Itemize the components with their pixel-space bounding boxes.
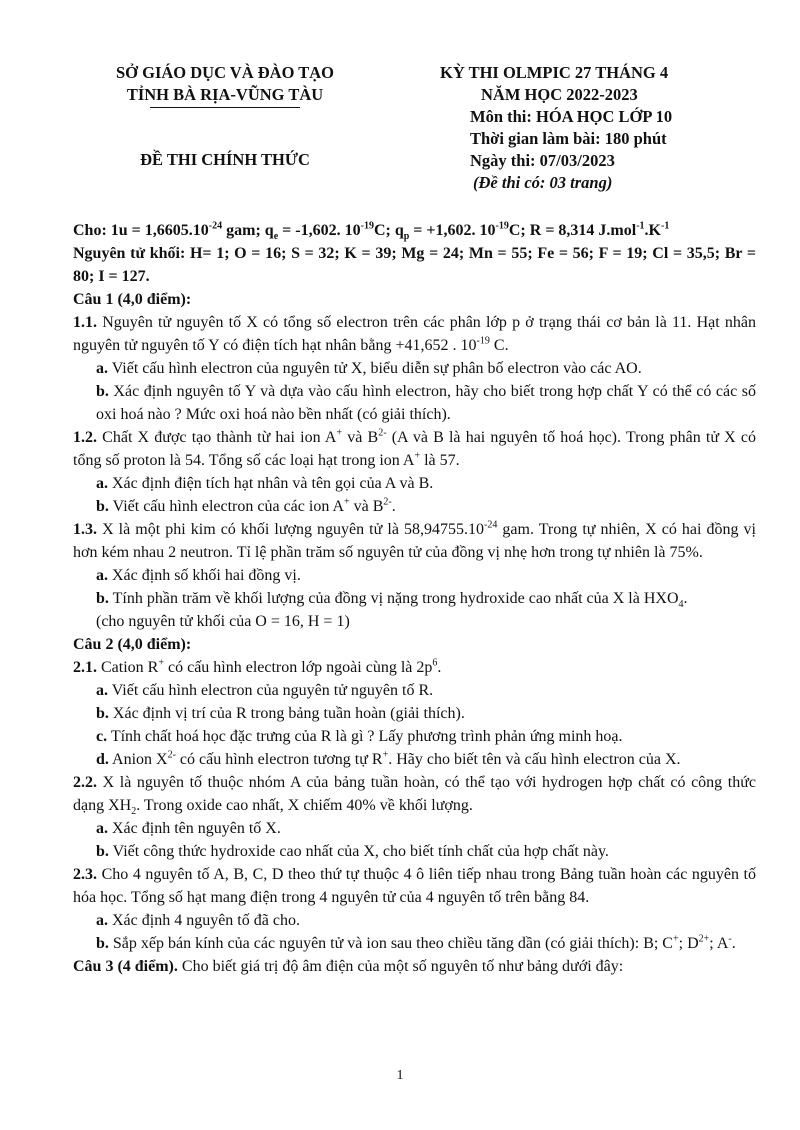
atomic-masses: Nguyên tử khối: H= 1; O = 16; S = 32; K = 39; Mg = 24; Mn = 55; Fe = 56; F = 19; Cl = 35,5; Br = 80; I = 127. — [73, 245, 756, 285]
q2-1-a: a. Viết cấu hình electron của nguyên tử nguyên tố R. — [96, 682, 434, 699]
q1-3-a: a. Xác định số khối hai đồng vị. — [96, 567, 301, 584]
q1-1-b: b. Xác định nguyên tố Y và dựa vào cấu hình electron, hãy cho biết trong hợp chất Y có thể có các số oxi hoá nào ? Mức oxi hoá nào bền nhất (có giải thích). — [96, 383, 756, 423]
q2-3-a: a. Xác định 4 nguyên tố đã cho. — [96, 912, 300, 929]
q1-1-a: a. Viết cấu hình electron của nguyên tử X, biểu diễn sự phân bố electron vào các AO. — [96, 360, 642, 377]
page-number: 1 — [396, 1068, 404, 1083]
q2-3-b: b. Sắp xếp bán kính của các nguyên tử và ion sau theo chiều tăng dần (có giải thích): B; C+; $D^{2+}$; A-. — [96, 933, 736, 952]
q2-1-b: b. Xác định vị trí của R trong bảng tuần hoàn (giải thích). — [96, 705, 465, 722]
exam-date: Ngày thi: 07/03/2023 — [470, 151, 615, 170]
header-organization — [60, 62, 390, 108]
org-line-2: TỈNH BÀ RỊA-VŨNG TÀU — [126, 85, 324, 104]
question-3-title: Câu 3 (4 điểm). Cho biết giá trị độ âm điện của một số nguyên tố như bảng dưới đây: — [73, 958, 624, 975]
header-exam-info — [440, 62, 770, 194]
header-underline — [150, 107, 300, 108]
pages-note: (Đề thi có: 03 trang) — [473, 173, 613, 192]
q2-2-stem: 2.2. X là nguyên tố thuộc nhóm A của bảng tuần hoàn, có thể tạo với hydrogen hợp chất có công thức dạng $XH_2$. Trong oxide cao nhất, X chiếm 40% về khối lượng. — [73, 774, 756, 818]
exam-body — [73, 219, 756, 978]
exam-title: KỲ THI OLMPIC 27 THÁNG 4 — [440, 63, 669, 82]
q1-2-a: a. Xác định điện tích hạt nhân và tên gọi của A và B. — [96, 475, 434, 492]
q1-2-stem: 1.2. Chất X được tạo thành từ hai ion A+ và $B^{2-}$ (A và B là hai nguyên tố hoá học). Trong phân tử X có tổng số proton là 54. Tổng số các loại hạt trong ion A+ là 57. — [73, 427, 756, 469]
q2-1-stem: 2.1. Cation R+ có cấu hình electron lớp ngoài cùng là $2p^6$. — [73, 657, 442, 676]
q2-2-b: b. Viết công thức hydroxide cao nhất của X, cho biết tính chất của hợp chất này. — [96, 843, 609, 860]
question-2-title: Câu 2 (4,0 điểm): — [73, 636, 192, 653]
exam-duration: Thời gian làm bài: 180 phút — [470, 129, 667, 148]
q1-3-stem: 1.3. X là một phi kim có khối lượng nguyên tử là $58,94755.10^{-24}$ gam. Trong tự nhiên, X có hai đồng vị hơn kém nhau 2 neutron. Tỉ lệ phần trăm số nguyên tử của đồng vị nhẹ hơn trong tự nhiên là 75%. — [73, 519, 757, 561]
q1-3-note: (cho nguyên tử khối của O = 16, H = 1) — [96, 613, 350, 630]
q1-2-b: b. Viết cấu hình electron của các ion A+ và $B^{2-}$. — [96, 496, 396, 515]
school-year: NĂM HỌC 2022-2023 — [481, 85, 638, 104]
org-line-1: SỞ GIÁO DỤC VÀ ĐÀO TẠO — [115, 63, 335, 82]
q2-3-stem: 2.3. Cho 4 nguyên tố A, B, C, D theo thứ tự thuộc 4 ô liên tiếp nhau trong Bảng tuần hoàn các nguyên tố hóa học. Tổng số hạt mang điện trong 4 nguyên tử của 4 nguyên tố trên bằng 84. — [73, 866, 756, 906]
official-exam-label: ĐỀ THI CHÍNH THỨC — [140, 150, 310, 169]
q1-3-b: b. Tính phần trăm về khối lượng của đồng vị nặng trong hydroxide cao nhất của X là $HXO_4$. — [96, 590, 688, 611]
q1-1-stem: 1.1. Nguyên tử nguyên tố X có tổng số electron trên các phân lớp p ở trạng thái cơ bản là 11. Hạt nhân nguyên tử nguyên tố Y có điện tích hạt nhân bằng +41,652 . $10^{-19}$ C. — [73, 314, 756, 354]
constants-line: Cho: $1u = 1,6605.10^{-24}$ gam; $q_e = -1,602$. $10^{-19}C$; $q_p = +1,602$. $10^{-19}C$; R = 8,314 $J.mol^{-1}.K^{-1}$ — [73, 220, 670, 243]
question-1-title: Câu 1 (4,0 điểm): — [73, 291, 192, 308]
q2-1-c: c. Tính chất hoá học đặc trưng của R là gì ? Lấy phương trình phản ứng minh hoạ. — [96, 728, 623, 745]
q2-1-d: d. Anion $X^{2-}$ có cấu hình electron tương tự R+. Hãy cho biết tên và cấu hình electron của X. — [96, 749, 681, 768]
q2-2-a: a. Xác định tên nguyên tố X. — [96, 820, 281, 837]
exam-subject: Môn thi: HÓA HỌC LỚP 10 — [470, 107, 673, 126]
